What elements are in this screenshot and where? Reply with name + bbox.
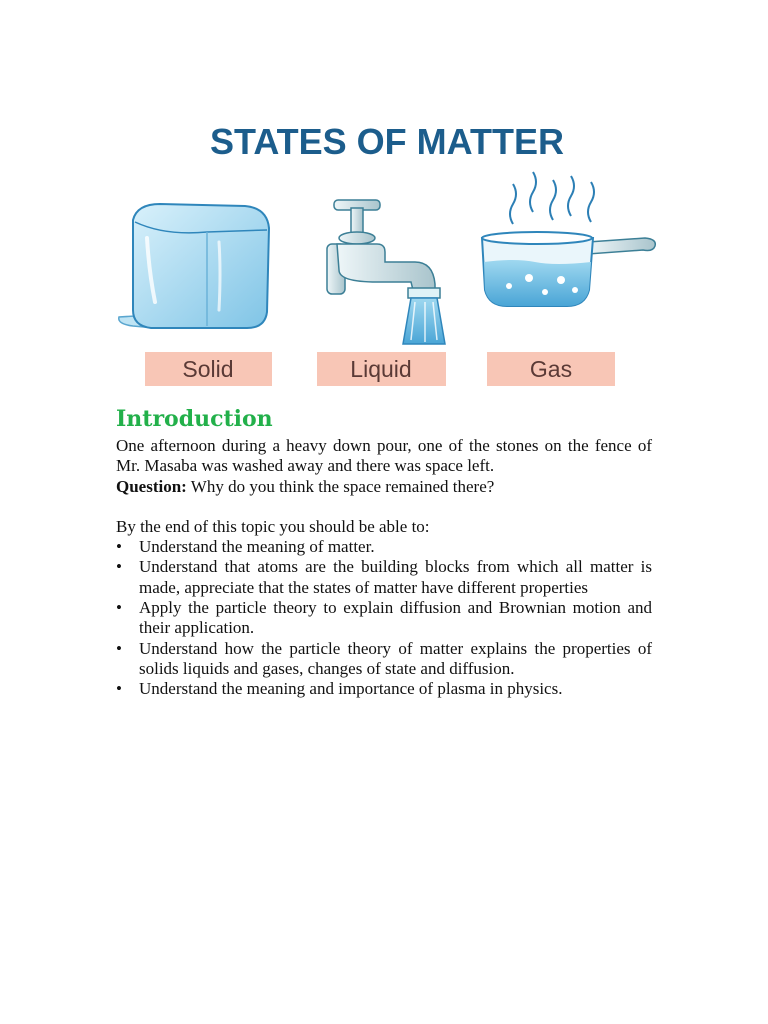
objective-text: Apply the particle theory to explain diffusion and Brownian motion and their application. bbox=[139, 598, 652, 638]
introduction-story: One afternoon during a heavy down pour, one of the stones on the fence of Mr. Masaba was washed away and there was space left. bbox=[116, 436, 652, 476]
label-gas: Gas bbox=[529, 356, 573, 382]
objective-text: Understand the meaning of matter. bbox=[139, 537, 375, 557]
boiling-pot-icon bbox=[482, 172, 655, 306]
water-tap-icon bbox=[327, 200, 445, 344]
objectives-list bbox=[116, 537, 652, 699]
list-item bbox=[116, 679, 652, 699]
bullet-icon: • bbox=[116, 638, 122, 658]
question-line bbox=[116, 477, 652, 497]
states-of-matter-illustration bbox=[115, 112, 657, 392]
question-text: Why do you think the space remained there? bbox=[186, 476, 495, 496]
introduction-section bbox=[116, 404, 652, 700]
spacer bbox=[116, 497, 652, 517]
ice-cube-icon bbox=[119, 204, 269, 328]
objectives-intro: By the end of this topic you should be able to: bbox=[116, 516, 430, 536]
objective-text: Understand how the particle theory of matter explains the properties of solids liquids and gases, changes of state and diffusion. bbox=[139, 638, 652, 678]
objective-text: Understand the meaning and importance of plasma in physics. bbox=[139, 679, 563, 699]
bullet-icon: • bbox=[116, 598, 122, 618]
label-solid: Solid bbox=[182, 356, 234, 382]
list-item bbox=[116, 557, 652, 598]
list-item bbox=[116, 537, 652, 557]
bullet-icon: • bbox=[116, 537, 122, 557]
objective-text: Understand that atoms are the building blocks from which all matter is made, appreciate that the states of matter have different properties bbox=[139, 557, 652, 597]
label-liquid: Liquid bbox=[350, 356, 412, 382]
figure-title: STATES OF MATTER bbox=[210, 121, 564, 162]
question-label: Question: bbox=[116, 476, 187, 496]
bullet-icon: • bbox=[116, 679, 122, 699]
introduction-heading: Introduction bbox=[116, 406, 273, 432]
list-item bbox=[116, 598, 652, 639]
bullet-icon: • bbox=[116, 557, 122, 577]
list-item bbox=[116, 639, 652, 680]
